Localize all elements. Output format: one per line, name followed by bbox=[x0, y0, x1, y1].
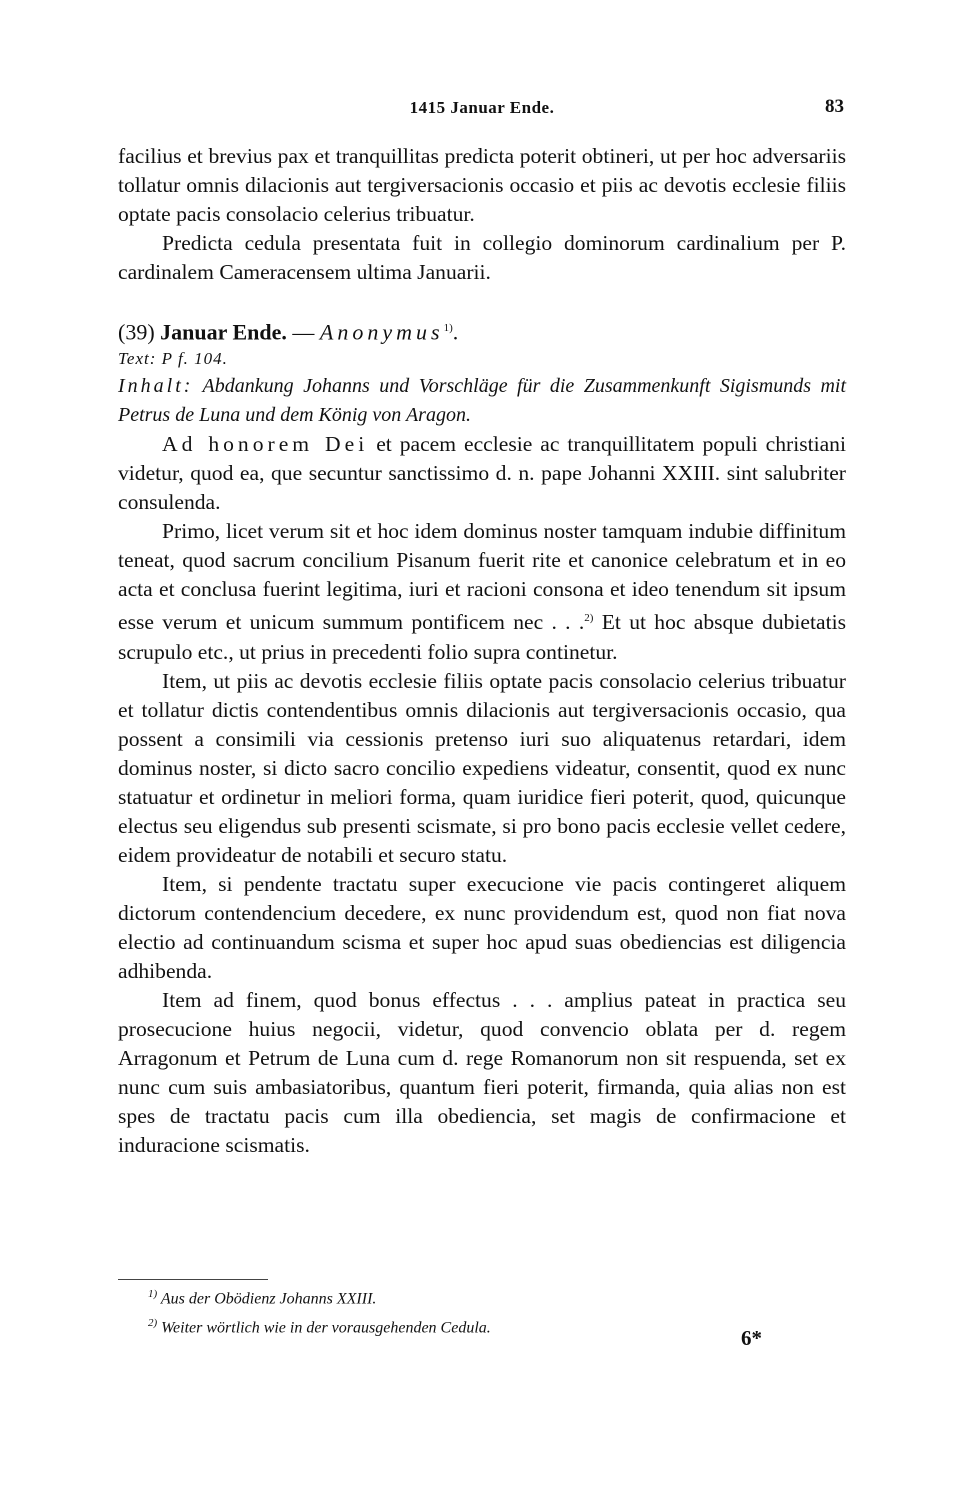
running-title: 1415 Januar Ende. bbox=[409, 98, 555, 117]
paragraph-cedula-note: Predicta cedula presentata fuit in collegio dominorum cardinalium per P. cardinalem Cameracensem ultima Januarii. bbox=[118, 231, 846, 284]
entry-heading bbox=[118, 314, 846, 346]
opening-rest: et pacem ecclesie ac tranquillitatem populi christiani videtur, quod ea, que secuntur sanctissimo d. n. pape Johanni XXIII. sint salubriter consulenda. bbox=[118, 432, 846, 515]
entry-heading-end: . bbox=[452, 319, 459, 345]
entry-number: (39) bbox=[118, 319, 155, 345]
paragraph-item-three: Item ad finem, quod bonus effectus . . . amplius pateat in practica seu prosecucione huius negocii, videtur, quod convencio oblata per d. regem Arragonum et Petrum de Luna cum d. rege Romanorum non sit respuenda, set ex nunc cum suis ambasiatoribus, quantum fieri poterit, firmanda, quia alias non est spes de tractatu pacis cum illa obediencia, set magis de confirmacione et induracione scismatis. bbox=[118, 987, 846, 1157]
summary-text: Abdankung Johanns und Vorschläge für die Zusammenkunft Sigismunds mit Petrus de Luna und dem König von Aragon. bbox=[118, 375, 846, 427]
footnote-1 bbox=[148, 1282, 846, 1311]
paragraph-primo bbox=[118, 517, 846, 666]
primo-text-end: Et ut hoc absque dubietatis scrupulo etc., ut prius in precedenti folio supra continetur. bbox=[118, 610, 846, 664]
footnotes bbox=[118, 1282, 846, 1341]
opening-words: Ad honorem Dei bbox=[162, 432, 369, 457]
footnote-1-mark: 1) bbox=[148, 1288, 158, 1300]
footnote-2-text: Weiter wörtlich wie in der vorausgehenden Cedula. bbox=[161, 1319, 491, 1337]
entry-author: Anonymus bbox=[319, 319, 444, 345]
primo-text: Primo, licet verum sit et hoc idem dominus noster tamquam indubie diffinitum teneat, quod sacrum concilium Pisanum fuerit rite et canonice celebratum et in eo acta et conclusa fuerint legitima, iuri et racioni consona et ideo tenendum sit ipsum esse verum et unicum summum pontificem nec . . . bbox=[118, 519, 846, 635]
footnote-1-text: Aus der Obödienz Johanns XXIII. bbox=[160, 1290, 377, 1308]
paragraph-opening bbox=[118, 430, 846, 517]
text-source: Text: P f. 104. bbox=[118, 349, 228, 369]
primo-footnote-ref: 2) bbox=[584, 612, 594, 625]
running-head bbox=[118, 98, 846, 122]
entry-footnote-ref: 1) bbox=[443, 322, 453, 334]
paragraph-item-two: Item, si pendente tractatu super execucione vie pacis contingeret aliquem dictorum contendencium decedere, ex nunc providendum est, quod non fiat nova electio ad continuandum scisma et super hoc apud suas obediencias est diligencia adhibenda. bbox=[118, 871, 846, 983]
entry-date: Januar Ende. bbox=[160, 319, 287, 345]
paragraph-continuation: facilius et brevius pax et tranquillitas predicta poterit obtineri, ut per hoc adversariis tollatur omnis dilacionis aut tergiversacionis occasio et piis ac devotis ecclesie filiis optate pacis consolacio celerius tribuatur. bbox=[118, 144, 846, 226]
entry-summary bbox=[118, 372, 846, 430]
footnote-divider bbox=[118, 1279, 268, 1280]
body-text bbox=[118, 142, 846, 1160]
paragraph-item-one: Item, ut piis ac devotis ecclesie filiis optate pacis consolacio celerius tribuatur et tollatur dictis contendentibus omnis dilacionis aut tergiversacionis occasio, qua possent a consimili via cessionis pretenso iuri suo aliquatenus retardari, idem dominus noster, si dicto sacro concilio expediens videatur, consentit, quod ex nunc statuatur et ordinetur in meliori forma, quam iuridice fieri poterit, quod, quicunque electus seu eligendus sub presenti scismate, si pro bono pacis ecclesie vellet cedere, eidem provideatur de notabili et securo statu. bbox=[118, 668, 846, 867]
footnote-2-mark: 2) bbox=[148, 1317, 158, 1330]
page-number: 83 bbox=[825, 96, 844, 117]
signature-mark: 6* bbox=[741, 1326, 762, 1350]
entry-dash: — bbox=[292, 319, 315, 345]
summary-label: Inhalt: bbox=[118, 375, 194, 398]
